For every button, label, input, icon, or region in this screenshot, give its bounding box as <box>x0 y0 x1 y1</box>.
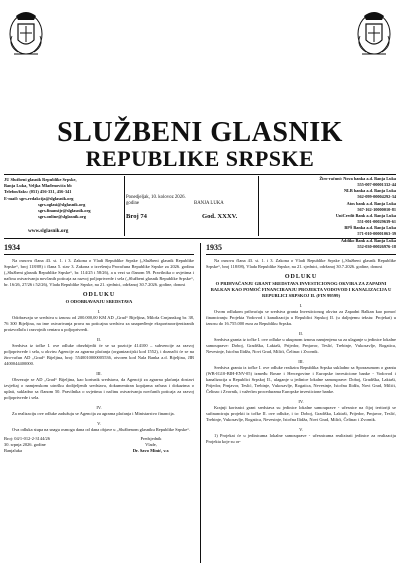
coat-of-arms-icon <box>352 6 396 58</box>
section-text: Odobravaju se sredstva u iznosu od 200.000,00 KM AD „Grad“ Bijeljina, Miloša Crnjanskog br. 38, 76 300 Bijeljina, na ime ostvarivanja prava na poticajna sredstva za unapređenje eksportnoorijentiranih proizvođača i razvojnih centara u poljoprivredi. <box>4 315 194 332</box>
section-number: III. <box>96 371 102 376</box>
article-heading: ODLUKU <box>284 274 318 280</box>
section-number: II. <box>96 337 102 342</box>
section-text: Ovom odlukom prihvaćaju se sredstva granta Investicionog okvira za Zapadni Balkan kao pomoć financiranju Projekta Vodovod i kanalizacija u Republici Srpskoj II. (u daljnjemu tekstu: Projekat) u iznosu do 16.755.000 eura za Republiku Srpsku. <box>206 309 396 326</box>
website-link[interactable]: www.slglasnik.org <box>28 228 69 235</box>
bank-line: 551-001-00029639-61 <box>357 219 396 225</box>
gazette-title: SLUŽBENI GLASNIK <box>57 117 343 148</box>
divider <box>4 174 396 175</box>
issue-year: God. XXXV. <box>202 213 238 220</box>
divider <box>206 254 396 255</box>
article-1935 <box>206 243 396 445</box>
publisher-info <box>4 177 122 235</box>
section-text: Ova odluka stupa na snagu osmoga dana od dana objave u „Službenom glasniku Republike Srpske“. <box>12 427 191 432</box>
article-heading: ODLUKU <box>82 292 116 298</box>
publisher-line: sgrs.online@slglasnik.org <box>38 214 86 220</box>
bank-line: NLB banka a.d. Banja Luka <box>343 188 396 194</box>
bank-line: Addiko Bank a.d. Banja Luka <box>340 237 396 243</box>
signature-block <box>4 436 194 456</box>
article-subheading: O PRIHVAĆANJU GRANT SREDSTAVA INVESTICIONOG OKVIRA ZA ZAPADNI BALKAN KAO POMOĆ FINANCIRANJU PROJEKTA VODOVOD I KANALIZACIJA U REPUBLICI SRPSKOJ II. (FIN 99599) <box>210 281 392 298</box>
coat-of-arms-icon <box>4 6 48 58</box>
publisher-line: JU Službeni glasnik Republike Srpske, <box>4 177 77 182</box>
section-number: II. <box>298 331 304 336</box>
bank-line: Atos bank a.d. Banja Luka <box>346 200 396 206</box>
publisher-line: sgrs.oglasi@slglasnik.org <box>38 201 86 207</box>
bank-line: 562-099-00004292-34 <box>357 194 396 200</box>
section-number: V. <box>97 421 101 426</box>
section-text: Za realizaciju ove odluke zadužuju se Agencija za agrarna plaćanja i Ministarstvo financija. <box>12 411 175 416</box>
divider <box>200 243 201 563</box>
signatory-role: Vlade, <box>145 442 157 447</box>
bank-line: 571-010-00001063-39 <box>357 231 396 237</box>
publisher-line: Banja Luka, Veljka Mlađenovića bb <box>4 183 72 189</box>
gazette-subtitle: REPUBLIKE SRPSKE <box>85 146 315 171</box>
bank-line: 567-162-10000010-81 <box>357 206 396 212</box>
issue-number: Broj 74 <box>126 213 147 220</box>
bank-line: UniCredit Bank a.d. Banja Luka <box>335 212 396 218</box>
section-number: I. <box>299 303 303 308</box>
article-1934 <box>4 243 194 456</box>
section-number: I. <box>97 309 101 314</box>
section-text: 1) Projekat će u jedinicama lokalne samouprave - učesnicama realizirati jedinice za realizaciju Projekta koje su or- <box>206 433 396 444</box>
divider <box>124 176 125 236</box>
section-number: IV. <box>298 399 304 404</box>
signature-place: Banjaluka <box>4 448 22 453</box>
section-number: V. <box>299 427 303 432</box>
section-text: Sredstva iz točke I. ove odluke obezbijedit će se sa pozicije 414100 – subvencije za razvoj poljoprivrede i sela, u okviru Agencije za agrarna plaćanja (organizacijski kod 1552), i doznačit će se na žiro-račun AD „Grad“ Bijeljina, broj: 5540010000005536, otvoren kod Nala Banka a.d. Bijeljina, JIB 4400044400000. <box>4 343 194 366</box>
issue-date: Ponedjeljak, 10. kolovoz 2026. godine <box>126 195 186 206</box>
section-text: Obvezuje se AD „Grad“ Bijeljina, kao korisnik sredstava, da Agenciji za agrarna plaćanja dostavi izvještaj o namjenskom utrošku dodijeljenih sredstava, dokumentiran kopijama računa i dokazima o uplati, sukladno sa članom 50. Pravilnika o uvjetima i načinu ostvarivanja novčanih poticaja za razvoj poljoprivrede i sela. <box>4 377 194 400</box>
section-number: III. <box>298 359 304 364</box>
section-number: IV. <box>96 405 102 410</box>
signatory-name: Dr. Savo Minić, v.r. <box>132 448 170 453</box>
publisher-line: Telefon/faks: (051) 456-331, 456-341 <box>4 189 72 195</box>
signatory-role: Predsjednik <box>140 436 162 441</box>
issue-info <box>126 195 256 220</box>
article-intro: Na osnovu člana 43. st. 1. i 3. Zakona o Vladi Republike Srpske („Službeni glasnik Republike Srpske“, broj 118/08) i člana 5. stav 3. Zakona o izvršenju Proračuna Republike Srpske za 2026. godinu („Službeni glasnik Republike Srpske“, br. 114/25 i 58/26), a u vezi sa članom 59. Pravilnika o uvjetima i načinu ostvarivanja novčanih poticaja za razvoj poljoprivrede i sela („Službeni glasnik Republike Srpske“, br. 16/26, 27/26 i 52/26), Vlada Republike Srpske, na 21. sjednici, održanoj 30.7.2026. godine, donosi <box>4 258 194 287</box>
reference-number: Broj: 04/1-012-2-3144/26 <box>4 436 50 441</box>
article-number: 1935 <box>206 243 222 252</box>
divider <box>4 238 396 239</box>
publisher-line: E-mail: sgrs.redakcija@slglasnik.org <box>4 195 74 201</box>
section-text: Sredstva granta iz točke I. ove odluke realizira Republika Srpska sukladno sa Sporazumom o grantu (WB-IG10-BIH-ENV-05) između Bosne i Hercegovine i Europske investicione banke - Vodovod i kanalizacija u Republici Srpskoj II., ulaganje u jedinice lokalne samouprave: Doboj, Gradiška, Laktaši, Prijedor, Prnjavor, Teslić, Trebinje, Vukosavlje, Rogatica, Nevesinje, Istočna Ilidža, Novi Grad, Milići, Čelinac i Zvornik, i važećim procedurama Europske investicione banke. <box>206 365 396 394</box>
article-subheading: O ODOBRAVANJU SREDSTAVA <box>65 299 133 304</box>
article-number: 1934 <box>4 243 20 252</box>
divider <box>258 176 259 236</box>
bank-line: BPŠ Banka a.d. Banja Luka <box>344 225 396 231</box>
issue-place: BANJA LUKA <box>194 201 224 206</box>
publisher-line: sgrs.finansije@slglasnik.org <box>38 208 91 214</box>
bank-line: 552-030-00026976-18 <box>357 243 396 249</box>
bank-accounts-heading: Žiro-računi: Nova banka a.d. Banja Luka <box>319 176 396 181</box>
article-intro: Na osnovu člana 43. st. 1. i 3. Zakona o Vladi Republike Srpske („Službeni glasnik Republike Srpske“, broj 118/08), Vlada Republike Srpske, na 21. sjednici, održanoj 30.7.2026. godine, donosi <box>206 258 396 269</box>
section-text: Krajnji korisnici grant sredstava su jedinice lokalne samouprave - učesnice na čijoj teritoriji se sufinanciraju projekti iz točke II. ove odluke, i to: Doboj, Gradiška, Laktaši, Prijedor, Prnjavor, Teslić, Trebinje, Vukosavlje, Rogatica, Nevesinje, Istočna Ilidža, Novi Grad, Milići, Čelinac i Zvornik. <box>206 405 396 422</box>
section-text: Sredstva granta iz točke I. ove odluke u ukupnom iznosu namjenjena su za ulaganje u jedinice lokalne samouprave: Doboj, Gradiška, Laktaši, Prijedor, Prnjavor, Teslić, Trebinje, Vukosavlje, Rogatica, Nevesinje, Istočna Ilidža, Novi Grad, Milići, Čelinac i Zvornik. <box>206 337 396 354</box>
divider <box>4 254 194 255</box>
signature-date: 30. srpnja 2026. godine <box>4 442 46 447</box>
bank-line: 555-007-00001332-44 <box>357 182 396 188</box>
